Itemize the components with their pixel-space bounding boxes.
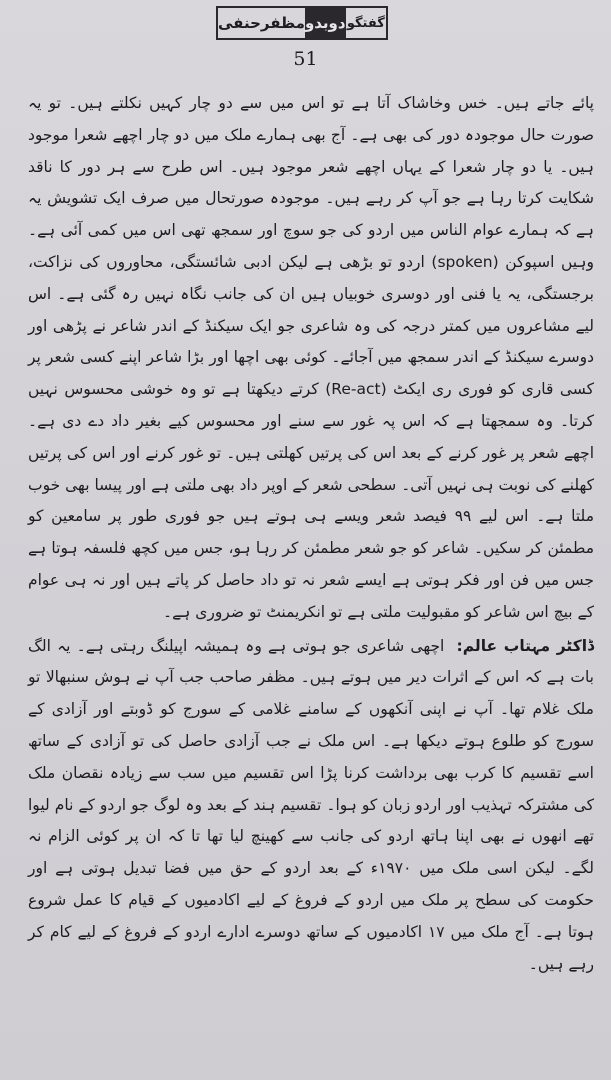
- page-number: 51: [293, 48, 318, 70]
- body-text: [28, 88, 594, 980]
- running-header: [216, 6, 388, 40]
- header-title-right: گفتگو: [346, 15, 385, 31]
- paragraph-2: [28, 631, 594, 981]
- paragraph-1-text: پائے جاتے ہیں۔ خس وخاشاک آتا ہے تو اس میں سے دو چار کہیں نکلتے ہیں۔ تو یہ صورت حال موجودہ دور کی بھی ہے۔ آج بھی ہمارے ملک میں دو چار اچھے شعرا موجود ہیں۔ یا دو چار شعرا کے یہاں اچھے شعر موجود ہیں۔ اس طرح سے ہر دور کا ناقد شکایت کرتا رہا ہے جو آپ کر رہے ہیں۔ موجودہ صورتحال میں صرف ایک تشویش یہ ہے کہ ہمارے عوام الناس میں اردو کی جو سوچ اور سمجھ تھی اس میں کمی آئی ہے۔ وہیں اسپوکن (spoken) اردو تو بڑھی ہے لیکن ادبی شائستگی، محاوروں کی نزاکت، برجستگی، یہ یا فنی اور دوسری خوبیاں ہیں ان کی جانب نگاہ نہیں رہ گئی ہے۔ اس لیے مشاعروں میں کمتر درجہ کی وہ شاعری جو ایک سیکنڈ کے اندر شاعر نے پڑھی اور دوسرے سیکنڈ کے اندر سمجھ میں آجائے۔ کوئی بھی اچھا اور بڑا شاعر اپنے کسی شعر پر کسی قاری کو فوری ری ایکٹ (Re-act) کرتے دیکھتا ہے تو وہ خوشی محسوس نہیں کرتا۔ وہ سمجھتا ہے کہ اس پہ غور سے سنے اور محسوس کیے بغیر داد دے دی ہے۔ اچھے شعر پر غور کرنے کے بعد اس کی پرتیں کھلتی ہیں۔ تو غور کرنے اور اس کی پرتیں کھلنے کی نوبت ہی نہیں آتی۔ سطحی شعر کے اوپر داد بھی ملتی ہے اور پیسا بھی خوب ملتا ہے۔ اس لیے ۹۹ فیصد شعر ویسے ہی ہوتے ہیں جو فوری طور پر سامعین کو مطمئن کر سکیں۔ شاعر کو جو شعر مطمئن کر رہا ہو، جس میں کچھ فلسفہ ہوتا ہے جس میں فن اور فکر ہوتی ہے ایسے شعر نہ تو داد حاصل کر پاتے ہیں اور نہ ہی عوام کے بیچ اس شاعر کو مقبولیت ملتی ہے تو انکریمنٹ تو ضروری ہے۔: [28, 94, 594, 621]
- header-author: مظفرحنفی: [218, 14, 305, 32]
- paragraph-2-text: اچھی شاعری جو ہوتی ہے وہ ہمیشہ اپیلنگ رہتی ہے۔ یہ الگ بات ہے کہ اس کے اثرات دیر میں ہوتے ہیں۔ مظفر صاحب جب آپ نے ہوش سنبھالا تو ملک غلام تھا۔ آپ نے اپنی آنکھوں کے سامنے غلامی کے سورج کو ڈوبتے اور آزادی کے سورج کو طلوع ہوتے دیکھا ہے۔ اس ملک نے جب آزادی حاصل کی تو آزادی کے ساتھ اسے تقسیم کا کرب بھی برداشت کرنا پڑا اس تقسیم میں سب سے زیادہ نقصان ملک کی مشترکہ تہذیب اور اردو زبان کو ہوا۔ تقسیم ہند کے بعد وہ لوگ جو اردو کے نام لیوا تھے انھوں نے بھی اپنا ہاتھ اردو کی جانب سے کھینچ لیا تھا تا کہ ان پر کوئی الزام نہ لگے۔ لیکن اسی ملک میں ۱۹۷۰ء کے بعد اردو کے حق میں فضا تبدیل ہوتی ہے اور حکومت کی سطح پر ملک میں اردو کے فروغ کے لیے اکادمیوں کے قیام کا عمل شروع ہوتا ہے۔ آج ملک میں ۱۷ اکادمیوں کے ساتھ دوسرے ادارے اردو کے فروغ کے لیے کام کر رہے ہیں۔: [28, 636, 594, 973]
- paragraph-1: [28, 88, 594, 629]
- header-title-middle: دوبدو: [305, 8, 346, 38]
- speaker-name: ڈاکٹر مہتاب عالم:: [456, 636, 594, 655]
